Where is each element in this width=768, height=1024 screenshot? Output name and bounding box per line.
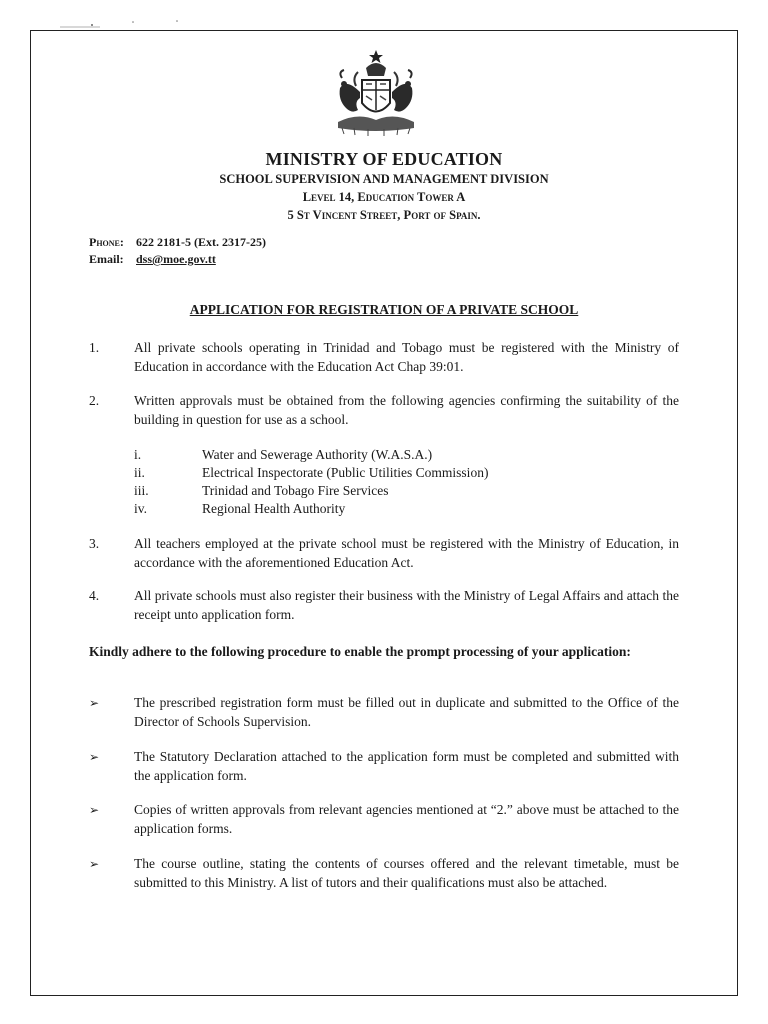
division-name: SCHOOL SUPERVISION AND MANAGEMENT DIVISION	[219, 172, 549, 186]
item-number: 2.	[89, 393, 100, 408]
item-text: All private schools operating in Trinidad and Tobago must be registered with the Ministry of Education in accordance with the Education Act Chap 39:01.	[134, 340, 679, 374]
numbered-item-2	[89, 391, 679, 429]
letterhead	[0, 148, 768, 224]
item-text: All teachers employed at the private school must be registered with the Ministry of Education, in accordance with the aforementioned Education Act.	[134, 536, 679, 570]
item-text: Written approvals must be obtained from the following agencies confirming the suitability of the building in question for use as a school.	[134, 393, 679, 427]
list-item: ii. Electrical Inspectorate (Public Utilities Commission)	[134, 465, 489, 480]
arrow-bullet-icon: ➢	[89, 750, 100, 764]
email-label: Email:	[89, 252, 124, 266]
procedure-item-2	[89, 748, 679, 785]
address-line-2: 5 St Vincent Street, Port of Spain.	[287, 208, 481, 222]
email-row	[89, 251, 266, 268]
arrow-bullet-icon: ➢	[89, 857, 100, 871]
coat-of-arms-emblem	[328, 48, 424, 138]
procedure-text: The course outline, stating the contents of courses offered and the relevant timetable, must be submitted to this Ministry. A list of tutors and their qualifications must also be attached.	[134, 856, 679, 890]
procedure-text: The prescribed registration form must be filled out in duplicate and submitted to the Office of the Director of Schools Supervision.	[134, 695, 679, 729]
procedure-item-1	[89, 694, 679, 731]
item-text: All private schools must also register their business with the Ministry of Legal Affairs and attach the receipt unto application form.	[134, 588, 679, 622]
phone-row	[89, 234, 266, 251]
item-number: 4.	[89, 588, 100, 603]
procedure-item-4	[89, 855, 679, 892]
address-line-1: Level 14, Education Tower A	[302, 190, 466, 204]
document-title: APPLICATION FOR REGISTRATION OF A PRIVATE SCHOOL	[189, 302, 579, 317]
numbered-item-4	[89, 586, 679, 624]
arrow-bullet-icon: ➢	[89, 803, 100, 817]
list-item: i. Water and Sewerage Authority (W.A.S.A.)	[134, 447, 433, 462]
item-number: 3.	[89, 536, 100, 551]
list-item: iv. Regional Health Authority	[134, 501, 346, 516]
procedure-item-3	[89, 801, 679, 838]
item-number: 1.	[89, 340, 100, 355]
scan-artifact-marks	[60, 18, 190, 32]
procedure-heading: Kindly adhere to the following procedure to enable the prompt processing of your application:	[89, 644, 631, 659]
arrow-bullet-icon: ➢	[89, 696, 100, 710]
email-link[interactable]: dss@moe.gov.tt	[136, 252, 216, 266]
phone-value: 622 2181-5 (Ext. 2317-25)	[136, 235, 266, 249]
procedure-text: Copies of written approvals from relevant agencies mentioned at “2.” above must be attached to the application forms.	[134, 802, 679, 836]
procedure-text: The Statutory Declaration attached to the application form must be completed and submitted with the application form.	[134, 749, 679, 783]
numbered-item-3	[89, 534, 679, 572]
phone-label: Phone:	[89, 235, 124, 249]
contact-block	[89, 234, 266, 268]
list-item: iii. Trinidad and Tobago Fire Services	[134, 483, 389, 498]
approvals-list	[134, 446, 554, 518]
numbered-item-1	[89, 338, 679, 376]
ministry-title: MINISTRY OF EDUCATION	[265, 149, 503, 169]
